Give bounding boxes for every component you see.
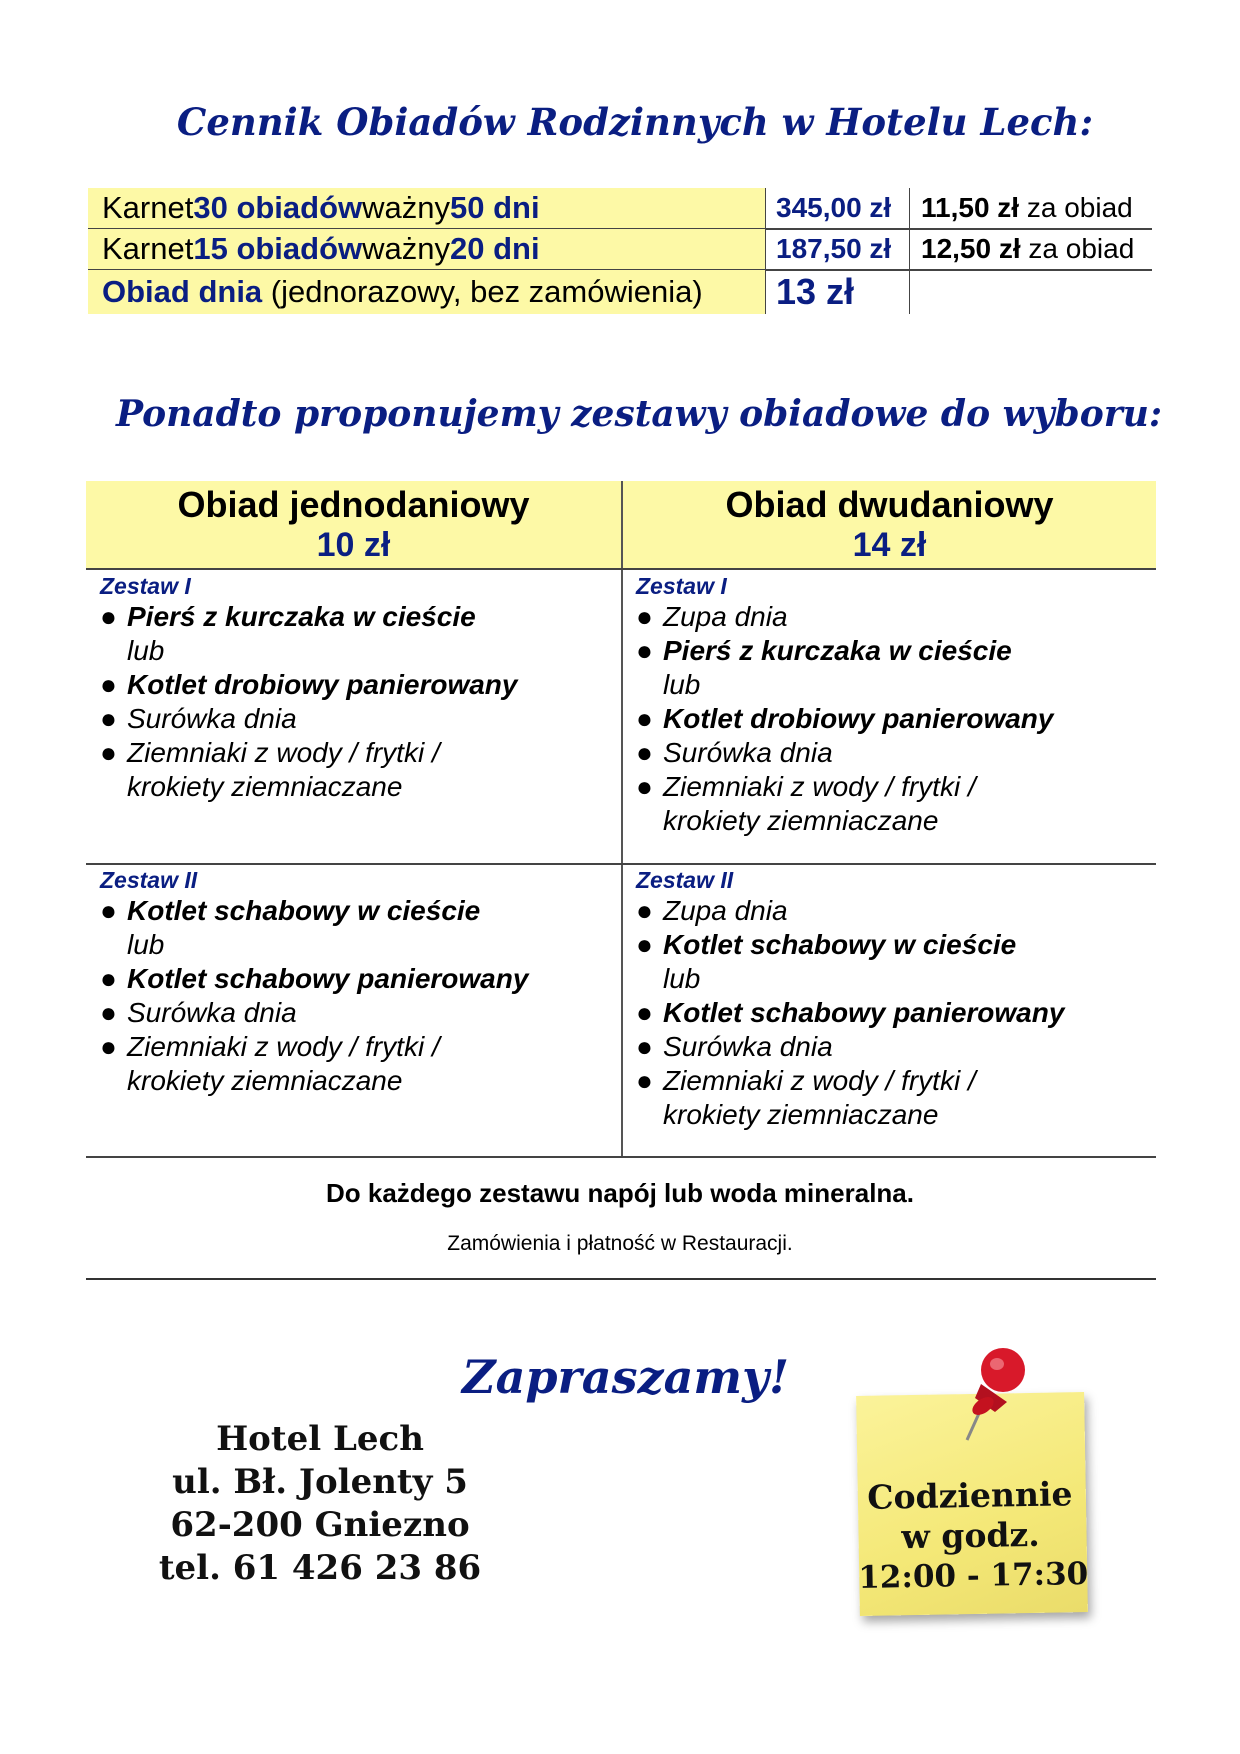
list-item-continuation: lub [663,963,701,994]
menu-list-item [636,600,1146,634]
column-title: Obiad dwudaniowy [725,484,1054,525]
one-course-set-2 [100,866,610,1098]
menu-item-text: Pierś z kurczaka w cieście [663,635,1012,666]
menu-item-text: Surówka dnia [127,703,297,734]
price-row-description: Karnet 15 obiadów ważny 20 dni [88,229,765,269]
hours-line-2: w godz. [901,1514,1041,1557]
push-pin-icon [945,1340,1035,1450]
daily-empty-cell [909,270,1152,314]
bullet-icon: ● [636,997,653,1028]
menu-list-item [636,1030,1146,1064]
menu-list-item [636,894,1146,928]
menu-list-item [636,736,1146,770]
menu-bottom-line [86,1156,1156,1158]
city: 62-200 Gniezno [170,1505,470,1545]
one-course-set-1 [100,572,610,804]
bullet-icon: ● [636,895,653,926]
menu-item-text: Surówka dnia [663,737,833,768]
column-divider [621,481,623,1158]
hours-line-1: Codziennie [866,1474,1073,1517]
menu-list-item [636,928,1146,962]
menu-item-text: Kotlet drobiowy panierowany [663,703,1054,734]
menu-list-item [100,668,610,702]
menu-list-item [100,996,610,1030]
address-block [120,1418,520,1590]
price-row-per-meal: 12,50 zł za obiad [909,229,1152,269]
menu-list-item [636,702,1146,736]
menu-item-text: Ziemniaki z wody / frytki / [127,1031,440,1062]
bullet-icon: ● [636,771,653,802]
daily-description: Obiad dnia (jednorazowy, bez zamówienia) [88,270,765,314]
menu-list-item [100,962,610,996]
set-title: Zestaw I [100,573,191,599]
menu-item-text: Ziemniaki z wody / frytki / [127,737,440,768]
menu-grid [86,481,1156,1158]
bullet-icon: ● [100,703,117,734]
price-row [88,188,1152,228]
price-row-daily [88,270,1152,314]
menu-item-text: Kotlet schabowy panierowany [127,963,529,994]
list-item-continuation: lub [127,929,165,960]
bullet-icon: ● [636,737,653,768]
menu-item-text: Kotlet drobiowy panierowany [127,669,518,700]
column-price: 14 zł [852,526,927,564]
column-price: 10 zł [316,526,391,564]
list-item-continuation: krokiety ziemniaczane [127,771,403,802]
price-row [88,229,1152,269]
menu-list-item [636,1064,1146,1098]
bullet-icon: ● [636,929,653,960]
menu-item-text: Surówka dnia [663,1031,833,1062]
menu-list-item [100,736,610,770]
bullet-icon: ● [636,601,653,632]
bullet-icon: ● [636,635,653,666]
hours-line-3: 12:00 - 17:30 [858,1555,1089,1596]
menu-item-text: Ziemniaki z wody / frytki / [663,1065,976,1096]
bullet-icon: ● [100,1031,117,1062]
column-header-one-course [86,481,621,568]
menu-item-text: Kotlet schabowy w cieście [663,929,1017,960]
page-title: Cennik Obiadów Rodzinnych w Hotelu Lech: [176,100,1094,144]
bullet-icon: ● [100,737,117,768]
set-title: Zestaw II [100,867,198,893]
list-item-continuation: lub [663,669,701,700]
menu-item-text: Zupa dnia [663,895,788,926]
list-item-continuation: lub [127,635,165,666]
bullet-icon: ● [100,997,117,1028]
price-row-description: Karnet 30 obiadów ważny 50 dni [88,188,765,228]
bullet-icon: ● [100,963,117,994]
two-course-set-1 [636,572,1146,838]
bullet-icon: ● [636,1065,653,1096]
header-divider [86,568,1156,570]
set-title: Zestaw II [636,867,734,893]
bottom-divider [86,1278,1156,1280]
menu-list-item [100,702,610,736]
bullet-icon: ● [636,1031,653,1062]
menu-item-text: Pierś z kurczaka w cieście [127,601,476,632]
bullet-icon: ● [100,601,117,632]
menu-list-item [100,894,610,928]
street: ul. Bł. Jolenty 5 [172,1462,468,1502]
menu-item-text: Kotlet schabowy w cieście [127,895,481,926]
list-item-continuation: krokiety ziemniaczane [663,1099,939,1130]
bullet-icon: ● [100,895,117,926]
set-divider [86,863,1156,865]
menu-list-item [636,770,1146,804]
list-item-continuation: krokiety ziemniaczane [663,805,939,836]
daily-price: 13 zł [765,270,909,314]
phone: tel. 61 426 23 86 [158,1548,482,1588]
column-header-two-course [623,481,1156,568]
price-row-per-meal: 11,50 zł za obiad [909,188,1152,228]
two-course-set-2 [636,866,1146,1132]
menu-list-item [100,600,610,634]
bullet-icon: ● [636,703,653,734]
column-title: Obiad jednodaniowy [177,484,530,525]
menu-item-text: Kotlet schabowy panierowany [663,997,1065,1028]
section-subtitle: Ponadto proponujemy zestawy obiadowe do wyboru: [116,393,1163,435]
hotel-name: Hotel Lech [216,1419,424,1459]
menu-list-item [636,634,1146,668]
menu-item-text: Surówka dnia [127,997,297,1028]
price-row-price: 187,50 zł [765,229,909,269]
bullet-icon: ● [100,669,117,700]
menu-item-text: Zupa dnia [663,601,788,632]
price-row-price: 345,00 zł [765,188,909,228]
menu-list-item [100,1030,610,1064]
menu-list-item [636,996,1146,1030]
menu-item-text: Ziemniaki z wody / frytki / [663,771,976,802]
set-title: Zestaw I [636,573,727,599]
list-item-continuation: krokiety ziemniaczane [127,1065,403,1096]
drink-note: Do każdego zestawu napój lub woda mineralna. [326,1178,914,1208]
invite-heading: Zapraszamy! [462,1350,790,1404]
order-note: Zamówienia i płatność w Restauracji. [447,1232,793,1255]
